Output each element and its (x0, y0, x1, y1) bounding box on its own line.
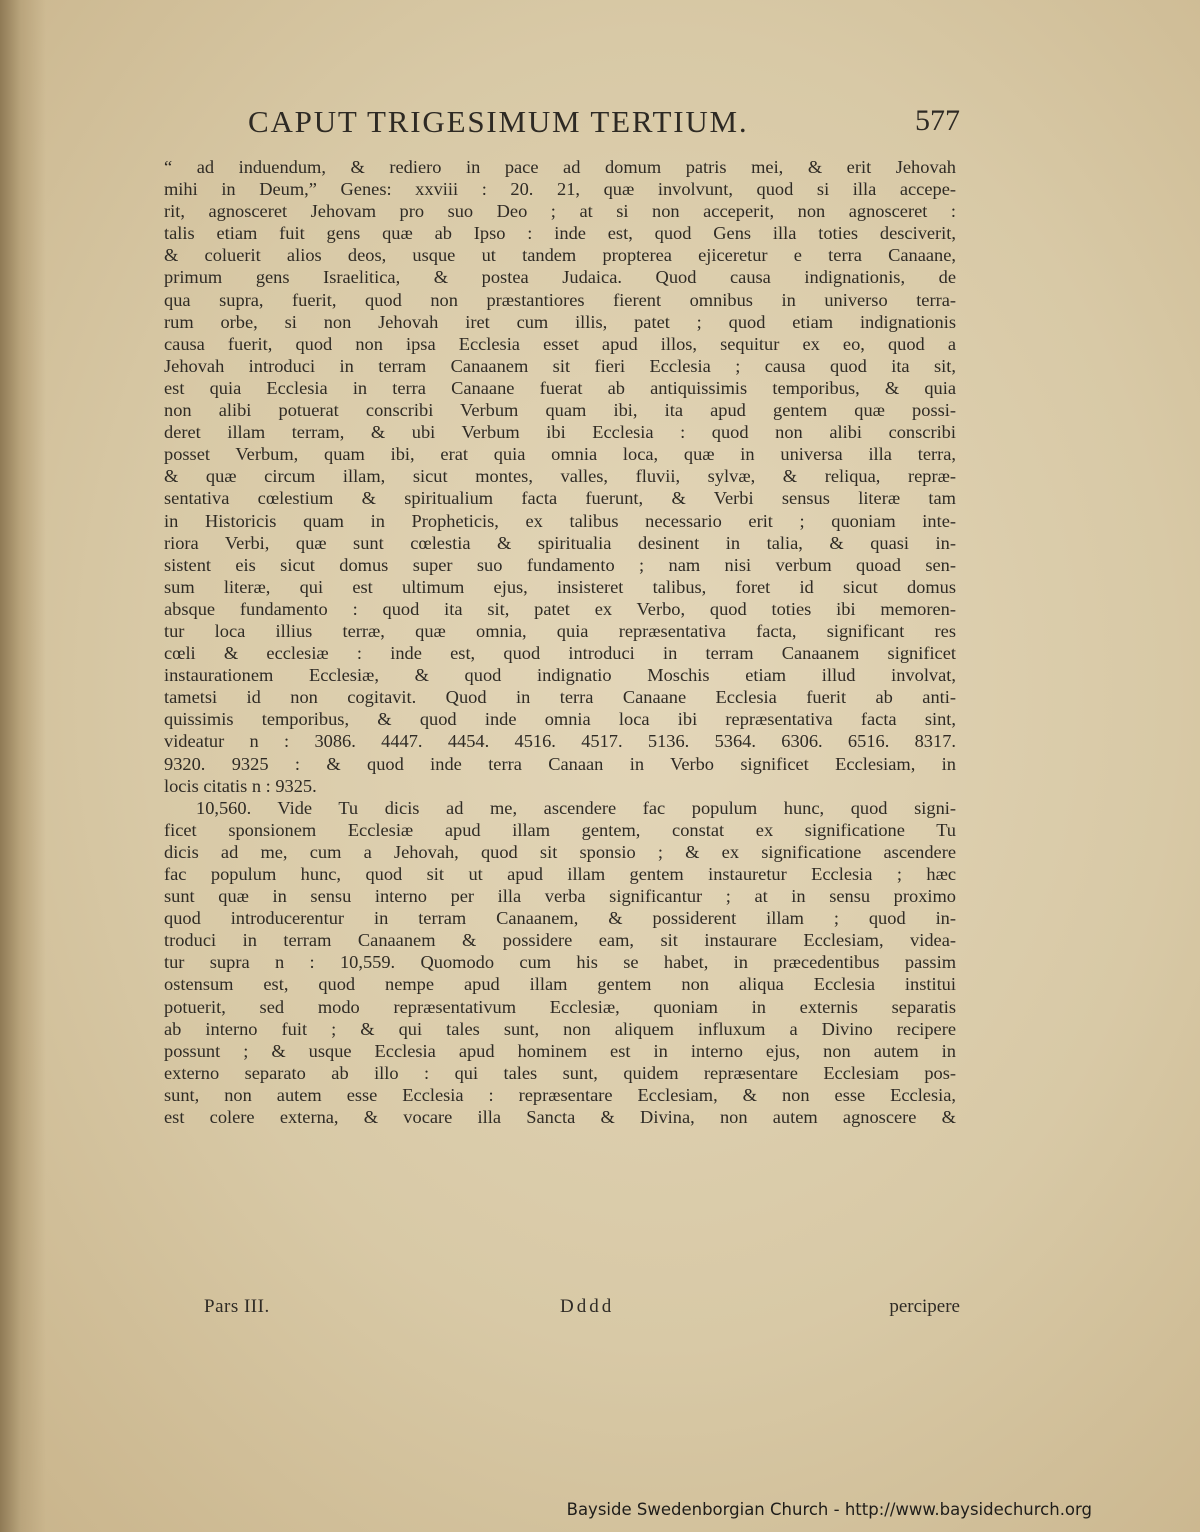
text-line: Jehovah introduci in terram Canaanem sit fieri Ecclesia ; causa quod ita sit, (164, 355, 956, 376)
text-line: mihi in Deum,” Genes: xxviii : 20. 21, quæ involvunt, quod si illa accepe- (164, 179, 956, 200)
part-label: Pars III. (204, 1296, 270, 1317)
text-line: 10,560. Vide Tu dicis ad me, ascendere fac populum hunc, quod signi- (196, 797, 956, 818)
text-line: deret illam terram, & ubi Verbum ibi Ecclesia : quod non alibi conscribi (164, 422, 956, 443)
text-line: quissimis temporibus, & quod inde omnia loca ibi repræsentativa facta sint, (164, 709, 956, 730)
text-line: est quia Ecclesia in terra Canaane fuerat ab antiquissimis temporibus, & quia (164, 377, 956, 398)
text-line: non alibi potuerat conscribi Verbum quam ibi, ita apud gentem quæ possi- (164, 400, 956, 421)
page-footer (204, 1296, 960, 1322)
text-line: causa fuerit, quod non ipsa Ecclesia esset apud illos, sequitur ex eo, quod a (164, 333, 956, 354)
text-line: fac populum hunc, quod sit ut apud illam gentem instauretur Ecclesia ; hæc (164, 864, 956, 884)
text-line: cœli & ecclesiæ : inde est, quod introduci in terram Canaanem significet (164, 643, 956, 664)
catchword: percipere (889, 1296, 960, 1317)
text-line: potuerit, sed modo repræsentativum Ecclesiæ, quoniam in externis separatis (164, 996, 956, 1017)
text-line: sum literæ, qui est ultimum ejus, insisteret talibus, foret id sicut domus (164, 576, 956, 597)
text-line: absque fundamento : quod ita sit, patet ex Verbo, quod toties ibi memoren- (164, 598, 956, 619)
text-line: posset Verbum, quam ibi, erat quia omnia loca, quæ in universa illa terra, (164, 444, 956, 465)
signature-mark: Dddd (560, 1296, 615, 1317)
text-line: possunt ; & usque Ecclesia apud hominem est in interno ejus, non autem in (164, 1040, 956, 1061)
text-line: & coluerit alios deos, usque ut tandem propterea ejiceretur e terra Canaane, (164, 245, 956, 266)
text-line: externo separato ab illo : qui tales sunt, quidem repræsentare Ecclesiam pos- (164, 1062, 956, 1083)
text-line: in Historicis quam in Propheticis, ex talibus necessario erit ; quoniam inte- (164, 510, 956, 531)
page-header (248, 104, 960, 150)
text-line: est colere externa, & vocare illa Sancta & Divina, non autem agnoscere & (164, 1107, 956, 1128)
watermark-caption: Bayside Swedenborgian Church - http://www.baysidechurch.org (566, 1500, 1092, 1519)
text-line: qua supra, fuerit, quod non præstantiores fierent omnibus in universo terra- (164, 289, 956, 310)
text-line: instaurationem Ecclesiæ, & quod indignatio Moschis etiam illud involvat, (164, 665, 956, 686)
page-gutter-shadow (0, 0, 46, 1532)
text-line: sistent eis sicut domus super suo fundamento ; nam nisi verbum quoad sen- (164, 554, 956, 575)
text-line: & quæ circum illam, sicut montes, valles, fluvii, sylvæ, & reliqua, repræ- (164, 466, 956, 487)
text-line: ficet sponsionem Ecclesiæ apud illam gentem, constat ex significatione Tu (164, 819, 956, 840)
text-line: “ ad induendum, & rediero in pace ad domum patris mei, & erit Jehovah (164, 157, 956, 177)
page-number: 577 (915, 104, 960, 137)
text-line: sentativa cœlestium & spiritualium facta fuerunt, & Verbi sensus literæ tam (164, 488, 956, 509)
body-text (164, 156, 956, 1128)
text-line: talis etiam fuit gens quæ ab Ipso : inde est, quod Gens illa toties desciverit, (164, 223, 956, 244)
text-line: troduci in terram Canaanem & possidere eam, sit instaurare Ecclesiam, videa- (164, 930, 956, 951)
text-line: ab interno fuit ; & qui tales sunt, non aliquem influxum a Divino recipere (164, 1018, 956, 1039)
text-line: tur loca illius terræ, quæ omnia, quia repræsentativa facta, significant res (164, 620, 956, 641)
text-line: tur supra n : 10,559. Quomodo cum his se habet, in præcedentibus passim (164, 952, 956, 973)
text-line: sunt, non autem esse Ecclesia : repræsentare Ecclesiam, & non esse Ecclesia, (164, 1084, 956, 1105)
text-line: sunt quæ in sensu interno per illa verba significantur ; at in sensu proximo (164, 886, 956, 907)
text-line: ostensum est, quod nempe apud illam gentem non aliqua Ecclesia institui (164, 974, 956, 995)
text-line: videatur n : 3086. 4447. 4454. 4516. 4517. 5136. 5364. 6306. 6516. 8317. (164, 731, 956, 752)
running-title: CAPUT TRIGESIMUM TERTIUM. (248, 104, 749, 139)
text-line: rit, agnosceret Jehovam pro suo Deo ; at si non acceperit, non agnosceret : (164, 201, 956, 222)
text-line: rum orbe, si non Jehovah iret cum illis, patet ; quod etiam indignationis (164, 311, 956, 332)
text-line: quod introducerentur in terram Canaanem, & possiderent illam ; quod in- (164, 908, 956, 929)
text-line: tametsi id non cogitavit. Quod in terra Canaane Ecclesia fuerit ab anti- (164, 687, 956, 708)
text-line: primum gens Israelitica, & postea Judaica. Quod causa indignationis, de (164, 267, 956, 288)
text-line: riora Verbi, quæ sunt cœlestia & spiritualia desinent in talia, & quasi in- (164, 532, 956, 553)
text-line: 9320. 9325 : & quod inde terra Canaan in Verbo significet Ecclesiam, in (164, 753, 956, 774)
text-line: dicis ad me, cum a Jehovah, quod sit sponsio ; & ex significatione ascendere (164, 841, 956, 862)
text-line: locis citatis n : 9325. (164, 775, 317, 796)
